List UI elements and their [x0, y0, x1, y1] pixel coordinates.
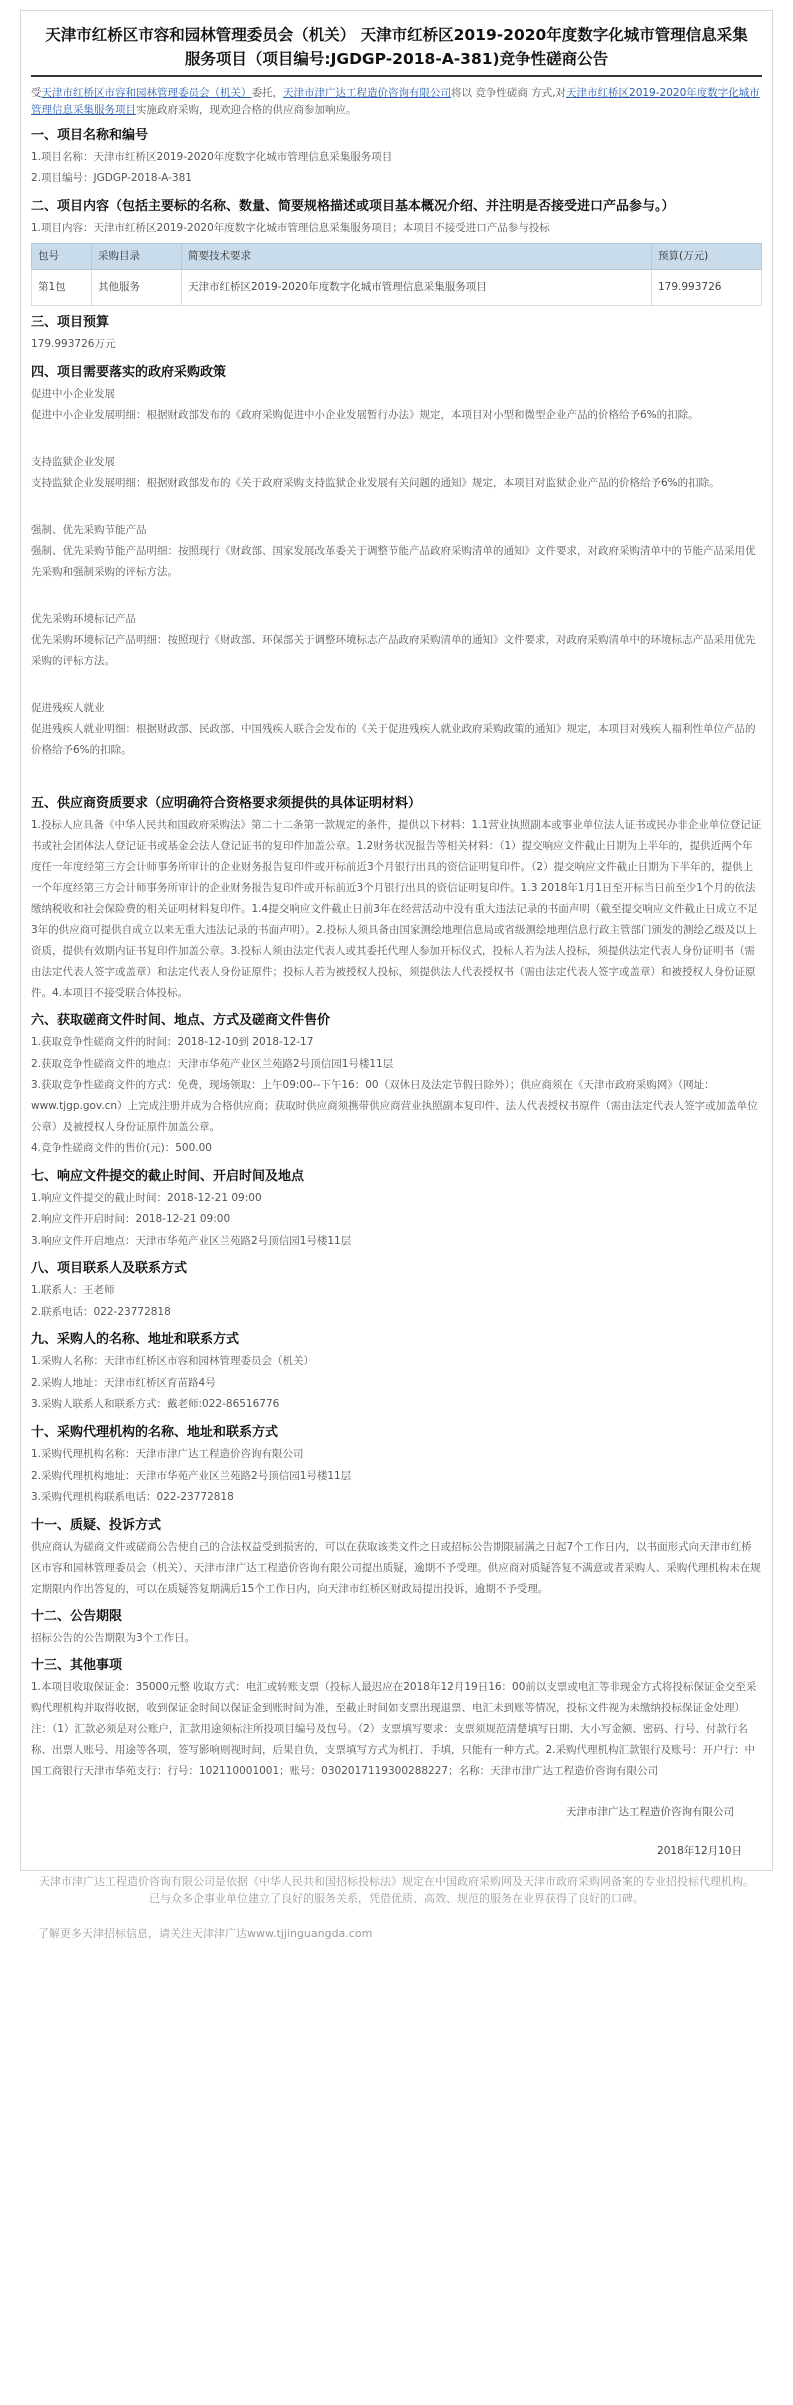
section-7-line-1: 1.响应文件提交的截止时间：2018-12-21 09:00: [31, 1191, 262, 1204]
intro-buyer-link[interactable]: 天津市红桥区市容和园林管理委员会（机关）: [41, 87, 252, 100]
section-13-text: 1.本项目收取保证金：35000元整 收取方式：电汇或转账支票（投标人最迟应在2018年12月19日16：00前以支票或电汇等非现金方式将投标保证金交至采购代理机构并取得收据，收到保证金时间以保证金到账时间为准，至截止时间如支票出现退票、电汇未到账等情况，投标文件视为未缴纳投标保证金处理）注：（1）汇款必须是对公账户，汇款用途须标注所投项目编号及包号。（2）支票填写要求：支票须规范清楚填写日期、大小写金额、密码、行号、付款行名称、出票人账号、用途等各项，签写影响则视时间，后果自负，支票填写方式为机打、手填，只能有一种方式。2.采购代理机构汇款银行及账号：开户行：中国工商银行天津市华苑支行：行号：102110001001；账号：0302017119300288227；名称：天津市津广达工程造价咨询有限公司: [31, 1681, 757, 1778]
section-8-line-1: 1.联系人：王老师: [31, 1284, 115, 1297]
section-2-title: 二、项目内容（包括主要标的名称、数量、简要规格描述或项目基本概况介绍、并注明是否接受进口产品参与。）: [31, 198, 675, 214]
section-1-line-1: 1.项目名称：天津市红桥区2019-2020年度数字化城市管理信息采集服务项目: [31, 150, 393, 163]
intro-mid2: 将以 竞争性磋商 方式,对: [451, 87, 567, 100]
section-8-title: 八、项目联系人及联系方式: [31, 1261, 188, 1277]
intro-project-link[interactable]: 天津市红桥区2019-2020年度数字化城市管理信息采集服务项目: [31, 87, 760, 116]
policy-3-heading: 强制、优先采购节能产品: [31, 523, 147, 536]
policy-2-heading: 支持监狱企业发展: [31, 455, 115, 468]
section-7-line-2: 2.响应文件开启时间：2018-12-21 09:00: [31, 1213, 231, 1226]
table-header-cell: 采购目录: [92, 244, 182, 270]
section-6-title: 六、获取磋商文件时间、地点、方式及磋商文件售价: [31, 1012, 331, 1028]
footer-link[interactable]: 了解更多天津招标信息，请关注天津津广达www.tjjinguangda.com: [38, 1927, 373, 1941]
table-header-row: [32, 244, 762, 270]
section-7-line-3: 3.响应文件开启地点：天津市华苑产业区兰苑路2号顶信园1号楼11层: [31, 1234, 352, 1247]
signature-company: 天津市津广达工程造价咨询有限公司: [566, 1806, 734, 1819]
table-row: [32, 270, 762, 306]
section-6-line-1: 1.获取竞争性磋商文件的时间：2018-12-10到 2018-12-17: [31, 1036, 314, 1049]
section-10-title: 十、采购代理机构的名称、地址和联系方式: [31, 1425, 279, 1440]
section-1-line-2: 2.项目编号：JGDGP-2018-A-381: [31, 172, 192, 185]
section-10-line-3: 3.采购代理机构联系电话：022-23772818: [31, 1491, 234, 1504]
policy-5-detail: 促进残疾人就业明细：根据财政部、民政部、中国残疾人联合会发布的《关于促进残疾人就业政府采购政策的通知》规定，本项目对残疾人福利性单位产品的价格给予6%的扣除。: [31, 722, 756, 756]
intro-post: 实施政府采购，现欢迎合格的供应商参加响应。: [136, 103, 357, 116]
policy-1-detail: 促进中小企业发展明细：根据财政部发布的《政府采购促进中小企业发展暂行办法》规定，本项目对小型和微型企业产品的价格给予6%的扣除。: [31, 408, 699, 421]
section-11-title: 十一、质疑、投诉方式: [31, 1517, 162, 1533]
title-divider: [31, 75, 762, 77]
policy-4-heading: 优先采购环境标记产品: [31, 612, 136, 625]
section-5-text: 1.投标人应具备《中华人民共和国政府采购法》第二十二条第一款规定的条件，提供以下材料：1.1营业执照副本或事业单位法人证书或民办非企业单位登记证书或社会团体法人登记证书或基金会法人登记证书的复印件加盖公章。1.2财务状况报告等相关材料：（1）提交响应文件截止日期为上半年的，提供近两个年度任一年度经第三方会计师事务所审计的企业财务报告复印件或开标前近3个月银行出具的资信证明复印件。（2）提交响应文件截止日期为下半年的，提供上一个年度经第三方会计师事务所审计的企业财务报告复印件或开标前近3个月银行出具的资信证明复印件。1.3 2018年1月1日至开标当日前至少1个月的依法缴纳税收和社会保险费的相关证明材料复印件。1.4提交响应文件截止日前3年在经营活动中没有重大违法记录的书面声明（截至提交响应文件截止日成立不足3年的供应商可提供自成立以来无重大违法记录的书面声明）。2.投标人须具备由国家测绘地理信息局或省级测绘地理信息行政主管部门颁发的测绘乙级及以上资质，提供有效期内证书复印件加盖公章。3.投标人须由法定代表人或其委托代理人参加开标仪式，投标人若为法人投标，须提供法定代表人身份证明书（需由法定代表人签字或盖章）和法定代表人身份证原件；投标人若为被授权人投标，须提供法人代表授权书（需由法定代表人签字或盖章）和被授权人身份证原件。4.本项目不接受联合体投标。: [31, 818, 762, 999]
package-table: [31, 243, 762, 306]
section-2-line: 1.项目内容：天津市红桥区2019-2020年度数字化城市管理信息采集服务项目；本项目不接受进口产品参与投标: [31, 221, 550, 234]
table-header-cell: 预算(万元): [652, 244, 762, 270]
section-6-line-4: 4.竞争性磋商文件的售价(元)：500.00: [31, 1142, 212, 1155]
table-cell: 179.993726: [652, 270, 762, 306]
policy-1-heading: 促进中小企业发展: [31, 387, 115, 400]
intro-agent-link[interactable]: 天津市津广达工程造价咨询有限公司: [283, 87, 451, 100]
section-12-line: 招标公告的公告期限为3个工作日。: [31, 1631, 196, 1644]
section-7-title: 七、响应文件提交的截止时间、开启时间及地点: [31, 1168, 305, 1184]
section-3-line: 179.993726万元: [31, 338, 116, 351]
announcement-date: 2018年12月10日: [657, 1845, 742, 1858]
policy-2-detail: 支持监狱企业发展明细：根据财政部发布的《关于政府采购支持监狱企业发展有关问题的通知》规定，本项目对监狱企业产品的价格给予6%的扣除。: [31, 476, 720, 489]
section-6-line-3: 3.获取竞争性磋商文件的方式：免费，现场领取：上午09:00--下午16：00（双休日及法定节假日除外）；供应商须在《天津市政府采购网》（网址：www.tjgp.gov.cn）上完成注册并成为合格供应商；获取时供应商须携带供应商营业执照副本复印件、法人代表授权书原件（需由法定代表人签字或加盖单位公章）及被授权人身份证原件加盖公章。: [31, 1079, 758, 1134]
section-4-title: 四、项目需要落实的政府采购政策: [31, 364, 227, 380]
intro-pre: 受: [31, 87, 42, 100]
section-10-line-1: 1.采购代理机构名称：天津市津广达工程造价咨询有限公司: [31, 1448, 304, 1461]
section-9-line-3: 3.采购人联系人和联系方式：戴老师:022-86516776: [31, 1398, 280, 1411]
section-12-title: 十二、公告期限: [31, 1608, 123, 1624]
section-5-title: 五、供应商资质要求（应明确符合资格要求须提供的具体证明材料）: [31, 795, 422, 811]
table-header-cell: 简要技术要求: [182, 244, 652, 270]
policy-5-heading: 促进残疾人就业: [31, 701, 105, 714]
table-cell: 天津市红桥区2019-2020年度数字化城市管理信息采集服务项目: [182, 270, 652, 306]
table-cell: 第1包: [32, 270, 92, 306]
section-6-line-2: 2.获取竞争性磋商文件的地点：天津市华苑产业区兰苑路2号顶信园1号楼11层: [31, 1057, 394, 1070]
intro-paragraph: [31, 85, 762, 119]
section-9-line-1: 1.采购人名称：天津市红桥区市容和园林管理委员会（机关）: [31, 1355, 315, 1368]
section-10-line-2: 2.采购代理机构地址：天津市华苑产业区兰苑路2号顶信园1号楼11层: [31, 1469, 352, 1482]
section-3-title: 三、项目预算: [31, 315, 110, 331]
section-9-title: 九、采购人的名称、地址和联系方式: [31, 1332, 240, 1348]
section-8-line-2: 2.联系电话：022-23772818: [31, 1305, 171, 1318]
section-1-title: 一、项目名称和编号: [31, 127, 149, 143]
policy-4-detail: 优先采购环境标记产品明细：按照现行《财政部、环保部关于调整环境标志产品政府采购清单的通知》文件要求，对政府采购清单中的环境标志产品采用优先采购的评标方法。: [31, 633, 756, 667]
footer-note: 天津市津广达工程造价咨询有限公司是依据《中华人民共和国招标投标法》规定在中国政府采购网及天津市政府采购网备案的专业招投标代理机构。已与众多企事业单位建立了良好的服务关系，凭借优质、高效、规范的服务在业界获得了良好的口碑。: [39, 1875, 754, 1906]
section-11-text: 供应商认为磋商文件或磋商公告使自己的合法权益受到损害的，可以在获取该类文件之日或招标公告期限届满之日起7个工作日内，以书面形式向天津市红桥区市容和园林管理委员会（机关）、天津市津广达工程造价咨询有限公司提出质疑，逾期不予受理。供应商对质疑答复不满意或者采购人、采购代理机构未在规定期限内作出答复的，可以在质疑答复期满后15个工作日内，向天津市红桥区财政局提出投诉，逾期不予受理。: [31, 1540, 761, 1595]
table-header-cell: 包号: [32, 244, 92, 270]
section-9-line-2: 2.采购人地址：天津市红桥区育苗路4号: [31, 1376, 216, 1389]
policy-3-detail: 强制、优先采购节能产品明细：按照现行《财政部、国家发展改革委关于调整节能产品政府采购清单的通知》文件要求，对政府采购清单中的节能产品采用优先采购和强制采购的评标方法。: [31, 544, 756, 578]
page-title: 天津市红桥区市容和园林管理委员会（机关） 天津市红桥区2019-2020年度数字化城市管理信息采集服务项目（项目编号:JGDGP-2018-A-381)竞争性磋商公告: [45, 26, 748, 69]
intro-mid1: 委托，: [251, 87, 283, 100]
section-13-title: 十三、其他事项: [31, 1658, 123, 1674]
table-cell: 其他服务: [92, 270, 182, 306]
announcement-frame: [20, 10, 773, 1871]
